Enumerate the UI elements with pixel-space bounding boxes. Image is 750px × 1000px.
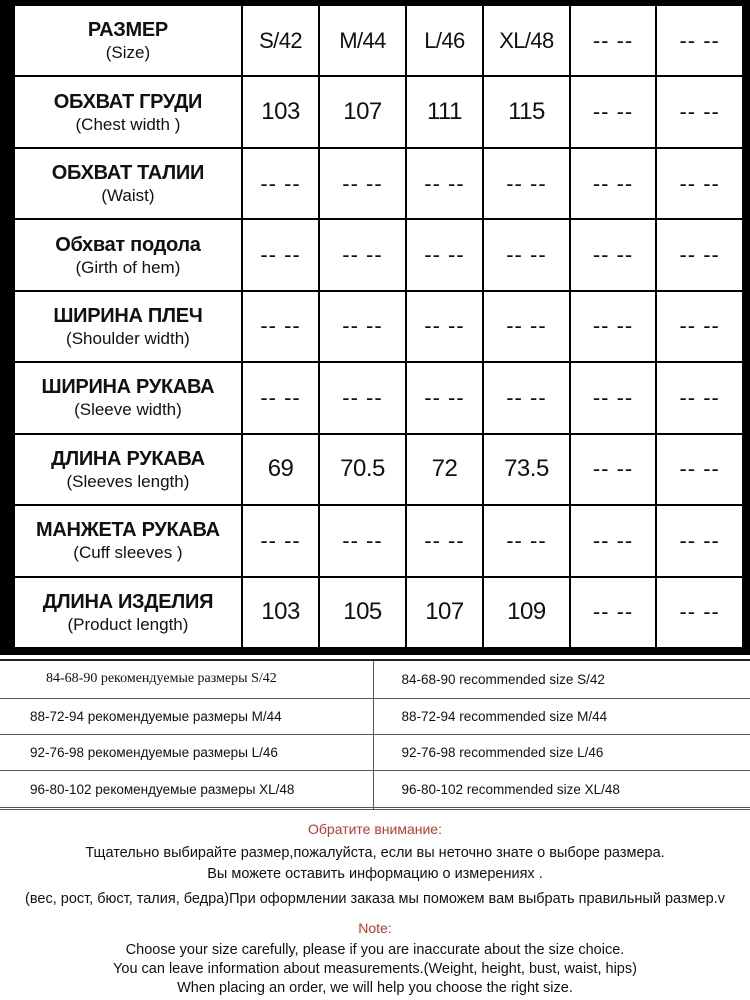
value-cell: -- -- (570, 148, 657, 219)
value-cell: -- -- (319, 291, 406, 362)
value-cell: -- -- (319, 505, 406, 576)
row-label (14, 76, 242, 147)
recommended-en: 84-68-90 recommended size S/42 (373, 661, 750, 698)
size-cell: XL/48 (483, 5, 570, 76)
recommended-ru (0, 807, 373, 809)
value-cell: 109 (483, 577, 570, 649)
notice-line-en: Choose your size carefully, please if you are inaccurate about the size choice. (125, 942, 625, 958)
recommended-row (0, 698, 750, 734)
value-cell: 107 (406, 577, 483, 649)
row-label-en: (Girth of hem) (75, 257, 181, 277)
value-cell: 105 (319, 577, 406, 649)
value-cell: 70.5 (319, 434, 406, 505)
value-cell: 107 (319, 76, 406, 147)
row-label (14, 434, 242, 505)
row-label-ru: Обхват подола (55, 233, 201, 256)
value-cell: -- -- (570, 434, 657, 505)
row-label-ru: ОБХВАТ ТАЛИИ (51, 162, 205, 185)
value-cell: -- -- (483, 219, 570, 290)
recommended-en: 92-76-98 recommended size L/46 (373, 735, 750, 771)
row-label (14, 505, 242, 576)
value-cell: 103 (242, 76, 319, 147)
row-label-en: (Cuff sleeves ) (73, 543, 183, 563)
value-cell: -- -- (483, 505, 570, 576)
value-cell: -- -- (242, 219, 319, 290)
value-cell: 111 (406, 76, 483, 147)
recommended-ru: 84-68-90 рекомендуемые размеры S/42 (0, 661, 373, 698)
value-cell: -- -- (656, 148, 743, 219)
measure-row (14, 362, 743, 433)
row-label-en: (Sleeves length) (66, 471, 190, 491)
row-label (14, 577, 242, 649)
recommended-en: 88-72-94 recommended size M/44 (373, 698, 750, 734)
value-cell: 69 (242, 434, 319, 505)
recommended-row (0, 661, 750, 698)
size-notice (0, 812, 750, 1000)
recommended-row (0, 771, 750, 807)
value-cell: 72 (406, 434, 483, 505)
value-cell: -- -- (406, 291, 483, 362)
value-cell: -- -- (483, 291, 570, 362)
row-label-en: (Shoulder width) (66, 328, 190, 348)
notice-line-ru: Тщательно выбирайте размер,пожалуйста, если вы неточно знате о выборе размера. (85, 845, 665, 861)
notice-line-en: You can leave information about measurements.(Weight, height, bust, waist, hips) (113, 961, 637, 977)
row-label-ru: РАЗМЕР (87, 19, 168, 42)
measure-row (14, 291, 743, 362)
value-cell: -- -- (570, 505, 657, 576)
row-label-en: (Sleeve width) (74, 400, 182, 420)
value-cell: -- -- (406, 505, 483, 576)
value-cell: -- -- (656, 505, 743, 576)
recommended-sizes (0, 659, 750, 810)
value-cell: -- -- (242, 362, 319, 433)
value-cell: -- -- (656, 577, 743, 649)
recommended-en: 96-80-102 recommended size XL/48 (373, 771, 750, 807)
value-cell: -- -- (406, 362, 483, 433)
measure-row (14, 219, 743, 290)
row-label-en: (Waist) (101, 186, 155, 206)
value-cell: -- -- (656, 219, 743, 290)
row-label (14, 5, 242, 76)
size-cell: -- -- (570, 5, 657, 76)
value-cell: -- -- (483, 148, 570, 219)
value-cell: -- -- (570, 76, 657, 147)
notice-title-en: Note: (358, 920, 392, 936)
size-cell: L/46 (406, 5, 483, 76)
size-cell: M/44 (319, 5, 406, 76)
recommended-row (0, 735, 750, 771)
recommended-ru: 92-76-98 рекомендуемые размеры L/46 (0, 735, 373, 771)
measure-row (14, 148, 743, 219)
row-label-en: (Product length) (67, 614, 189, 634)
value-cell: -- -- (656, 362, 743, 433)
value-cell: -- -- (242, 505, 319, 576)
value-cell: 115 (483, 76, 570, 147)
row-label-ru: ШИРИНА ПЛЕЧ (53, 304, 203, 327)
row-label-en: (Size) (105, 43, 151, 63)
value-cell: -- -- (406, 148, 483, 219)
size-header-row (14, 5, 743, 76)
size-cell: S/42 (242, 5, 319, 76)
value-cell: -- -- (656, 76, 743, 147)
value-cell: -- -- (656, 434, 743, 505)
row-label (14, 219, 242, 290)
row-label (14, 148, 242, 219)
size-cell: -- -- (656, 5, 743, 76)
value-cell: -- -- (570, 291, 657, 362)
recommended-row (0, 807, 750, 809)
value-cell: -- -- (242, 148, 319, 219)
row-label-ru: ОБХВАТ ГРУДИ (53, 90, 203, 113)
value-cell: -- -- (570, 362, 657, 433)
row-label (14, 362, 242, 433)
value-cell: -- -- (483, 362, 570, 433)
measure-row (14, 76, 743, 147)
recommended-ru: 96-80-102 рекомендуемые размеры XL/48 (0, 771, 373, 807)
value-cell: -- -- (570, 577, 657, 649)
row-label-en: (Chest width ) (75, 114, 181, 134)
value-cell: 73.5 (483, 434, 570, 505)
row-label-ru: ДЛИНА РУКАВА (51, 447, 205, 470)
value-cell: -- -- (319, 148, 406, 219)
notice-line-ru: Вы можете оставить информацию о измерениях . (207, 866, 543, 882)
row-label (14, 291, 242, 362)
value-cell: -- -- (406, 219, 483, 290)
row-label-ru: МАНЖЕТА РУКАВА (36, 519, 220, 542)
row-label-ru: ДЛИНА ИЗДЕЛИЯ (42, 590, 214, 613)
measure-row (14, 577, 743, 649)
measure-row (14, 434, 743, 505)
value-cell: -- -- (242, 291, 319, 362)
value-cell: -- -- (319, 362, 406, 433)
notice-title-ru: Обратите внимание: (308, 821, 442, 837)
value-cell: -- -- (319, 219, 406, 290)
notice-line-ru: (вес, рост, бюст, талия, бедра)При оформлении заказа мы поможем вам выбрать правильный размер.v (25, 891, 725, 907)
value-cell: 103 (242, 577, 319, 649)
measure-row (14, 505, 743, 576)
recommended-en (373, 807, 750, 809)
value-cell: -- -- (656, 291, 743, 362)
row-label-ru: ШИРИНА РУКАВА (41, 376, 215, 399)
notice-line-en: When placing an order, we will help you choose the right size. (177, 980, 573, 996)
recommended-ru: 88-72-94 рекомендуемые размеры M/44 (0, 698, 373, 734)
value-cell: -- -- (570, 219, 657, 290)
